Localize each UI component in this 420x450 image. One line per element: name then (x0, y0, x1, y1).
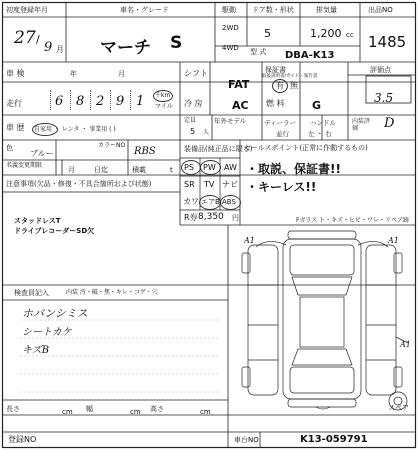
name-change-month: 月 (68, 166, 75, 174)
mileage-unit-circle (153, 90, 173, 102)
reg-month-unit: 月 (56, 45, 64, 54)
width-label: 幅 (86, 405, 93, 413)
shaken-month-label: 月 (118, 70, 125, 78)
equipment-title: 装備品(純正品に限る) (184, 145, 253, 153)
note-line-1: スタッドレスT (14, 217, 61, 225)
shift-label: シフト (184, 69, 208, 78)
doors-value: 5 (264, 27, 271, 40)
reg-year: 27 (14, 28, 36, 48)
note-line-2: ドライブレコーダーSD欠 (14, 227, 95, 235)
ac-label: 冷 房 (184, 99, 203, 108)
lot-label: 出品NO (368, 6, 393, 14)
mileage-digit-5: 1 (136, 94, 145, 109)
length-label: 長さ (6, 405, 20, 413)
color-no-value: RBS (134, 146, 156, 157)
equip-abs-circle (220, 195, 241, 210)
warranty-yes: 有 (276, 81, 284, 90)
history-selected-circle (32, 123, 58, 136)
car-grade: S (170, 33, 183, 53)
loading-label: 積載 (132, 166, 146, 174)
recycle-value: 8,350 (198, 212, 224, 222)
dealer-label: ディーラー (264, 119, 296, 127)
equip-airbag-circle (199, 195, 221, 210)
capacity-unit: 人 (203, 129, 210, 136)
drive-4wd: 4WD (222, 44, 239, 52)
recycle-label: R券 (184, 213, 198, 222)
warranty-yes-circle (272, 79, 288, 93)
color-label: 色 (6, 144, 13, 152)
history-label: 車 歴 (6, 123, 25, 132)
handle-value: 左 ・ 右 (308, 130, 332, 138)
equip-airbag: エアB (201, 198, 220, 206)
equip-pw-circle (200, 160, 221, 175)
equip-tv: TV (204, 180, 215, 189)
name-grade-label: 車名・グレード (120, 6, 169, 14)
sales-point-1: ・取説、保証書!! (246, 162, 341, 176)
history-options: 自家用 ・ レンタ ・ 事業用 ( ) (34, 126, 116, 133)
inspector-line-2: シートカケ (22, 327, 72, 338)
length-unit: cm (62, 408, 73, 416)
equip-navi: ナビ (222, 180, 238, 189)
car-name: マーチ (100, 38, 151, 58)
equip-aw: AW (224, 163, 237, 172)
inspector-line-1: ホバンシミス (22, 307, 88, 320)
notes-title: 注意事項(欠品・修復・不具合箇所および状態) (6, 180, 152, 188)
equip-pw: PW (203, 163, 216, 172)
fuel-label: 燃 料 (266, 99, 285, 108)
shift-value: FAT (228, 78, 250, 91)
drive-2wd: 2WD (222, 24, 239, 32)
damage-mark-front-right: A1 (388, 236, 399, 245)
equip-leather: カワ (183, 197, 199, 206)
color-value: ブルー (30, 149, 54, 158)
mileage-digit-1: 6 (55, 94, 64, 109)
name-change-day: 日迄 (94, 166, 108, 174)
warranty-no: 無 (290, 81, 298, 90)
car-damage-diagram (228, 225, 416, 415)
interior-label: 内装評価 (352, 118, 371, 132)
width-unit: cm (130, 408, 141, 416)
shaken-label: 車 検 (6, 69, 25, 78)
doors-label: ドア数・形状 (252, 6, 294, 14)
drive-label: 駆動 (222, 6, 236, 14)
mileage-unit-km: 千km (155, 92, 171, 99)
model-code: DBA-K13 (285, 50, 335, 61)
mileage-unit-mile: マイル (155, 103, 173, 110)
handle-label: ハンドル (310, 119, 336, 127)
interior-scale: 内装 汚・破・焦・キレ・コゲ・穴 (66, 289, 158, 296)
inspector-title: 検査員記入 (14, 289, 49, 297)
lot-number: 1485 (368, 33, 407, 51)
sales-point-2: ・キーレス!! (246, 180, 317, 194)
first-reg-label: 初度登録年月 (6, 6, 48, 14)
score-value: 3.5 (374, 91, 394, 105)
equip-ps: PS (184, 163, 194, 172)
loading-unit: t (170, 166, 173, 174)
mileage-digit-4: 9 (116, 94, 125, 109)
capacity-value: 5 (190, 127, 196, 136)
interior-value: D (384, 116, 395, 131)
name-change-label: 名義変更期限 (6, 162, 43, 169)
ac-value: AC (232, 99, 249, 112)
height-unit: cm (200, 408, 211, 416)
capacity-label: 定員 (184, 117, 197, 124)
equip-sr: SR (184, 180, 195, 189)
damage-mark-front-left: A1 (244, 236, 255, 245)
equip-abs: ABS (222, 198, 236, 206)
height-label: 高さ (150, 405, 164, 413)
displacement-value: 1,200 (310, 27, 342, 40)
color-no-label: カラーNO (98, 142, 126, 149)
mileage-digit-2: 8 (76, 94, 85, 109)
spare-label: スペア (388, 404, 409, 412)
reg-year-sep: / (36, 33, 40, 46)
reg-no-label: 登録NO (8, 435, 37, 444)
recycle-unit: 円 (232, 214, 239, 222)
warranty-label: 保証書 (265, 66, 286, 74)
sales-points-title: セールスポイント(正常に作動するもの) (244, 144, 368, 152)
displacement-label: 排気量 (316, 6, 337, 14)
dealer-value: 並行 (276, 130, 289, 138)
cc-unit: cc (346, 31, 354, 39)
equip-ps-circle (181, 160, 201, 175)
inspector-line-3: キズB (22, 345, 50, 356)
mileage-digit-3: 2 (96, 94, 105, 109)
glass-legend: Fガラス ト・キズ・ヒビ・ワレ・リペア跡 (296, 217, 409, 224)
reg-month: 9 (44, 40, 53, 55)
warranty-sub: 取扱説明書/ガイド・報告書 (262, 74, 318, 79)
shaken-year-label: 年 (70, 70, 77, 78)
fuel-value: G (312, 99, 322, 112)
model-label: 型 式 (250, 48, 267, 56)
score-label: 評価点 (370, 66, 391, 74)
model-year-label: 年外モデル (214, 117, 247, 125)
chassis-value: K13-059791 (300, 434, 368, 445)
chassis-label: 車台NO (234, 436, 259, 444)
mileage-label: 走行 (6, 99, 22, 108)
damage-mark-side-right: A1 (400, 340, 411, 349)
